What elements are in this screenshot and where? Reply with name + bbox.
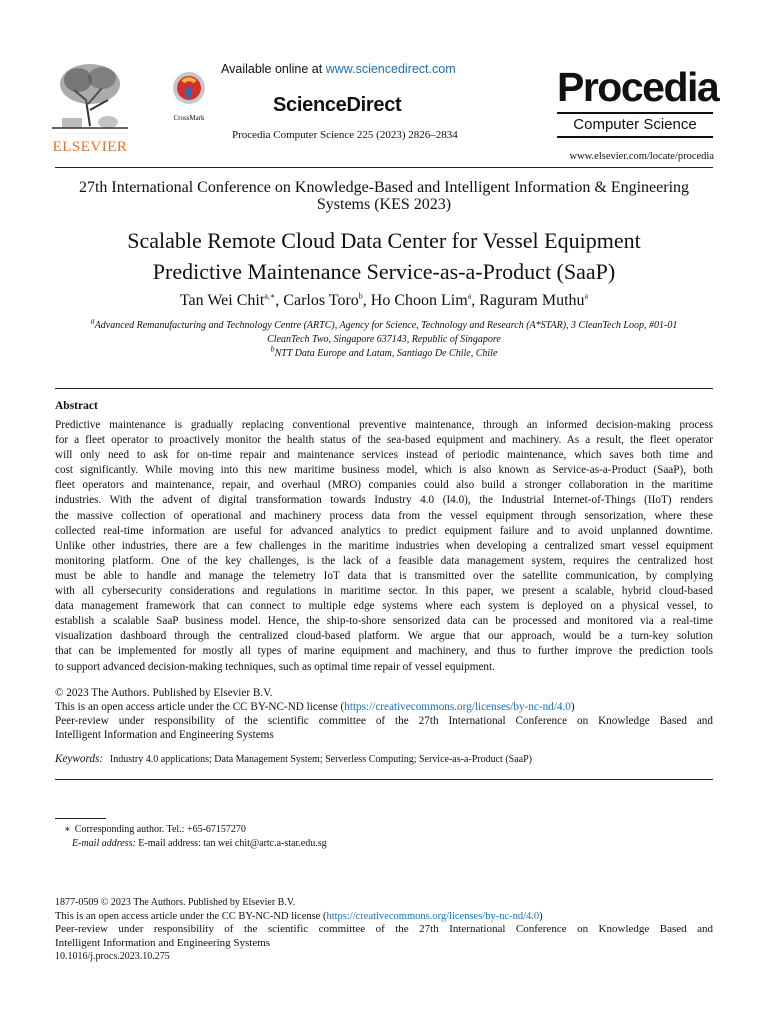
procedia-title: Procedia bbox=[557, 64, 719, 110]
author-name: Carlos Toro bbox=[283, 292, 359, 309]
abstract-line: Unlike other industries, there are a few challenges in the maritime industries when developing a centralized smart vessel equipment bbox=[55, 539, 713, 552]
copyright-line: © 2023 The Authors. Published by Elsevier B.V. bbox=[55, 687, 273, 699]
affiliation-a-line2: CleanTech Two, Singapore 637143, Republic of Singapore bbox=[267, 334, 501, 345]
abstract-top-rule bbox=[55, 388, 713, 389]
abstract-line: collected real-time information are useful for advanced analytics to predict equipment failure and to avoid unplanned downtime. bbox=[55, 524, 713, 537]
author-name: Tan Wei Chit bbox=[179, 292, 265, 309]
footnote bbox=[64, 823, 327, 851]
abstract-line: the massive collection of operational and machinery process data from the vessel equipment through sensorization, where these bbox=[55, 509, 713, 522]
author-affiliation-mark: a bbox=[584, 291, 589, 301]
abstract-line: with all cybersecurity considerations and regulations in maritime sector. In this paper, we present a scalable, hybrid cloud-based bbox=[55, 585, 713, 598]
author-name: Ho Choon Lim bbox=[370, 292, 468, 309]
sciencedirect-logo: ScienceDirect bbox=[273, 94, 402, 116]
author-name: Raguram Muthu bbox=[479, 292, 585, 309]
abstract-line: Predictive maintenance is gradually replacing conventional preventive maintenance, through an informed decision-making process bbox=[55, 419, 713, 431]
author-separator: , bbox=[471, 292, 480, 309]
journal-reference: Procedia Computer Science 225 (2023) 2826–2834 bbox=[232, 129, 458, 141]
crossmark-badge[interactable] bbox=[164, 68, 214, 122]
abstract-line: that can be implemented for mostly all types of marine equipment and machinery, and thus to further improve the prediction tools bbox=[55, 645, 713, 658]
elsevier-wordmark: ELSEVIER bbox=[52, 139, 128, 155]
keywords-label: Keywords: bbox=[55, 753, 104, 765]
license-block bbox=[55, 686, 713, 742]
footer-license-link[interactable]: https://creativecommons.org/licenses/by-nc-nd/4.0 bbox=[326, 910, 540, 922]
abstract-line: will only need to ask for on-time repair and maintenance services instead of periodic maintenance, which saves both time and bbox=[55, 449, 713, 462]
peer-review-line2: Intelligent Information and Engineering Systems bbox=[55, 729, 274, 741]
author-separator: , bbox=[275, 292, 284, 309]
elsevier-tree-icon bbox=[52, 60, 128, 132]
issn-line: 1877-0509 © 2023 The Authors. Published by Elsevier B.V. bbox=[55, 897, 296, 908]
open-access-line: This is an open access article under the CC BY-NC-ND license (https://creativecommons.org/licenses/by-nc-nd/4.0) bbox=[55, 701, 575, 713]
available-online bbox=[221, 62, 456, 76]
paper-title-line2: Predictive Maintenance Service-as-a-Product (SaaP) bbox=[152, 259, 616, 284]
procedia-subtitle: Computer Science bbox=[573, 116, 697, 133]
header-rule bbox=[55, 167, 713, 168]
abstract-heading: Abstract bbox=[55, 400, 98, 412]
corresponding-author: ∗ Corresponding author. Tel.: +65-67157270 bbox=[64, 824, 246, 835]
conference-name: 27th International Conference on Knowledge-Based and Intelligent Information & Engineering Systems (KES 2023) bbox=[78, 179, 690, 213]
paper-title bbox=[55, 225, 713, 287]
keywords bbox=[55, 753, 713, 765]
locate-url[interactable]: www.elsevier.com/locate/procedia bbox=[569, 151, 714, 162]
abstract-line: monitoring platform. One of the key challenges, is the lack of a feasible data management system, requires the centralized host bbox=[55, 554, 713, 567]
footer-open-access: This is an open access article under the CC BY-NC-ND license (https://creativecommons.org/licenses/by-nc-nd/4.0) bbox=[55, 910, 543, 922]
doi[interactable]: 10.1016/j.procs.2023.10.275 bbox=[55, 951, 170, 963]
abstract-line: must be able to handle and manage the telemetry IoT data that is transmitted over the satellite communication, by complying bbox=[55, 569, 713, 582]
author-affiliation-mark: a,∗ bbox=[264, 291, 276, 301]
abstract-line: fleet operators and maintenance, repair, and overhaul (MRO) companies could also build a stronger collaboration in the maritime bbox=[55, 479, 713, 492]
abstract-line: to support advanced decision-making techniques, such as optimal time repair of vessel equipment. bbox=[55, 660, 495, 673]
author-separator: , bbox=[362, 292, 371, 309]
abstract-line: industries. With the advent of digital transformation towards Industry 4.0 (I4.0), the Industrial Internet-of-Things (IIoT) renders bbox=[55, 494, 713, 507]
abstract-body bbox=[55, 418, 713, 675]
abstract-line: data management framework that can connect to multiple edge systems where each system is deployed on a physical vessel, to bbox=[55, 600, 713, 613]
elsevier-logo bbox=[52, 60, 128, 155]
footer-peer-review-line1: Peer-review under responsibility of the scientific committee of the 27th International Conference on Knowledge Based and bbox=[55, 923, 713, 936]
email-line: E-mail address: E-mail address: tan wei chit@artc.a-star.edu.sg bbox=[72, 838, 327, 849]
abstract-line: establish a scalable SaaP business model. Hence, the ship-to-shore sensorized data can be processed and monitored via a real-time bbox=[55, 615, 713, 628]
available-prefix: Available online at bbox=[221, 62, 326, 76]
author-affiliation-mark: b bbox=[358, 291, 363, 301]
author-affiliation-mark: a bbox=[467, 291, 472, 301]
crossmark-icon bbox=[164, 68, 214, 108]
author-list bbox=[55, 292, 713, 310]
paper-title-line1: Scalable Remote Cloud Data Center for Vessel Equipment bbox=[127, 228, 641, 253]
footer-peer-review-line2: Intelligent Information and Engineering Systems bbox=[55, 936, 271, 949]
affiliation-a-line1: $^a$Advanced Remanufacturing and Technology Centre (ARTC), Agency for Science, Technology and Research (A*STAR), 3 CleanTech Loop, #01-01 bbox=[90, 316, 678, 331]
footnote-rule bbox=[55, 818, 106, 819]
keywords-text: Industry 4.0 applications; Data Management System; Serverless Computing; Service-as-a-Product (SaaP) bbox=[109, 754, 532, 765]
keywords-bottom-rule bbox=[55, 779, 713, 780]
abstract-line: visualization dashboard through the centralized cloud-based platform. We argue that our approach, would be a turn-key solution bbox=[55, 630, 713, 643]
peer-review-line1: Peer-review under responsibility of the scientific committee of the 27th International Conference on Knowledge Based and bbox=[55, 715, 713, 727]
affiliation-b: $^b$NTT Data Europe and Latam, Santiago De Chile, Chile bbox=[270, 344, 498, 359]
affiliations bbox=[55, 316, 713, 361]
abstract-line: for a fleet operator to proactively monitor the health status of the sea-based equipment and machinery. As a result, the fleet operator bbox=[55, 434, 713, 447]
procedia-logo bbox=[557, 64, 719, 138]
crossmark-label: CrossMark bbox=[173, 114, 205, 122]
abstract-line: cost significantly. While moving into this new maritime business model, which is also known as Service-as-a-Product (SaaP), both bbox=[55, 464, 713, 477]
sciencedirect-link[interactable]: www.sciencedirect.com bbox=[325, 62, 456, 76]
license-link[interactable]: https://creativecommons.org/licenses/by-nc-nd/4.0 bbox=[344, 701, 571, 713]
footer-block bbox=[55, 896, 713, 964]
